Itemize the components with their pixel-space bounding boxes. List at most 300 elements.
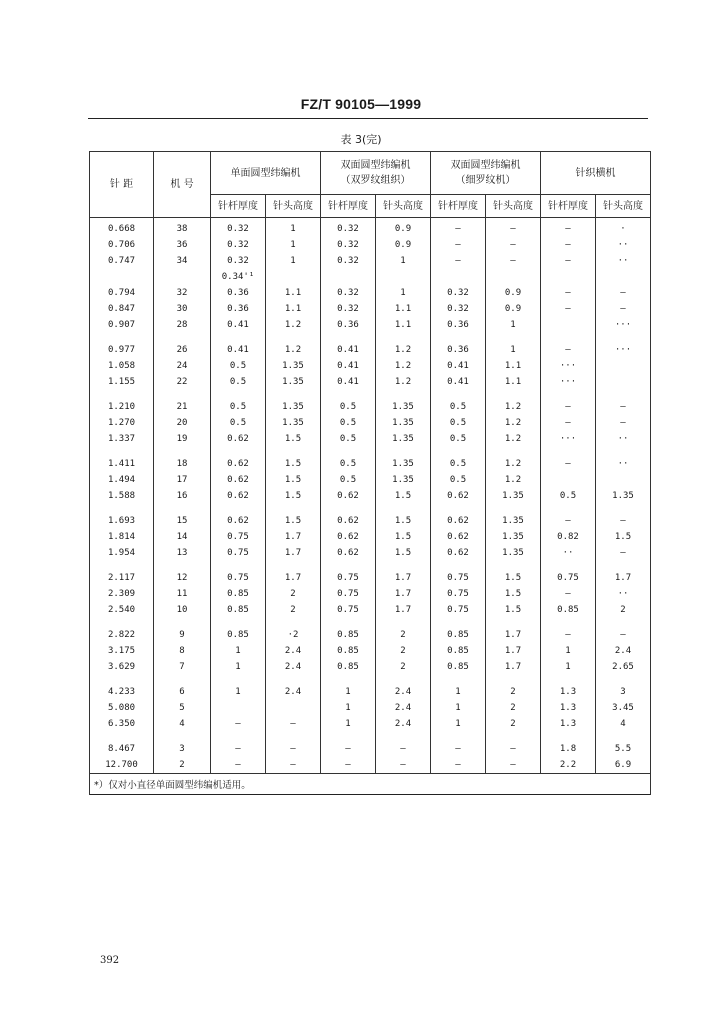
table-cell: 0.5: [321, 456, 376, 472]
table-cell: —: [596, 285, 651, 301]
table-cell: 0.62: [211, 456, 266, 472]
table-cell: 0.85: [431, 643, 486, 659]
table-cell: 1.5: [266, 456, 321, 472]
table-cell: 3: [154, 741, 211, 757]
table-cell: 1.7: [266, 570, 321, 586]
table-cell: —: [486, 218, 541, 238]
table-cell: 0.5: [211, 399, 266, 415]
gap-cell: [321, 732, 376, 741]
table-row: [90, 741, 651, 757]
table-cell: 0.85: [431, 627, 486, 643]
table-cell: 1.2: [376, 374, 431, 390]
table-cell: [266, 269, 321, 285]
table-cell: 0.706: [90, 237, 154, 253]
gap-cell: [266, 390, 321, 399]
table-cell: 30: [154, 301, 211, 317]
table-cell: 0.85: [211, 602, 266, 618]
table-cell: —: [376, 741, 431, 757]
table-cell: 10: [154, 602, 211, 618]
gap-cell: [376, 504, 431, 513]
table-cell: 0.32: [431, 285, 486, 301]
table-cell: 0.5: [211, 415, 266, 431]
table-cell: 38: [154, 218, 211, 238]
table-cell: 2.65: [596, 659, 651, 675]
table-cell: 0.85: [321, 627, 376, 643]
table-cell: [376, 269, 431, 285]
table-cell: 1.35: [376, 472, 431, 488]
table-cell: 2: [596, 602, 651, 618]
table-cell: 1.5: [596, 529, 651, 545]
table-cell: 0.32: [211, 218, 266, 238]
table-cell: 1.2: [486, 431, 541, 447]
table-cell: 21: [154, 399, 211, 415]
table-cell: 0.41: [321, 374, 376, 390]
table-cell: 0.5: [321, 472, 376, 488]
table-cell: 1: [376, 285, 431, 301]
table-cell: —: [431, 237, 486, 253]
table-cell: 1.35: [266, 374, 321, 390]
table-cell: 36: [154, 237, 211, 253]
table-cell: —: [541, 456, 596, 472]
gap-cell: [90, 390, 154, 399]
gap-cell: [486, 618, 541, 627]
gap-cell: [266, 333, 321, 342]
gap-cell: [211, 675, 266, 684]
header-rule: [88, 118, 648, 119]
gap-cell: [154, 732, 211, 741]
gap-cell: [321, 561, 376, 570]
table-cell: 0.62: [431, 545, 486, 561]
table-cell: 0.5: [431, 415, 486, 431]
table-cell: 0.36: [211, 285, 266, 301]
table-cell: 0.5: [431, 431, 486, 447]
table-row: [90, 399, 651, 415]
table-cell: 4: [596, 716, 651, 732]
table-cell: 0.75: [211, 529, 266, 545]
table-row: [90, 700, 651, 716]
table-cell: 8.467: [90, 741, 154, 757]
table-row: [90, 757, 651, 774]
table-cell: ···: [541, 431, 596, 447]
gap-cell: [431, 390, 486, 399]
table-cell: 0.62: [321, 529, 376, 545]
table-cell: 2.4: [266, 684, 321, 700]
table-cell: 2.822: [90, 627, 154, 643]
table-cell: —: [596, 399, 651, 415]
table-cell: —: [541, 253, 596, 269]
gap-cell: [266, 675, 321, 684]
table-cell: 1.494: [90, 472, 154, 488]
table-cell: 1: [321, 716, 376, 732]
table-cell: 1.7: [486, 659, 541, 675]
table-cell: 1.1: [486, 358, 541, 374]
gap-cell: [486, 333, 541, 342]
gap-cell: [321, 390, 376, 399]
table-row: [90, 545, 651, 561]
table-cell: 2: [266, 602, 321, 618]
table-cell: 5.080: [90, 700, 154, 716]
table-cell: 1.35: [266, 415, 321, 431]
table-cell: 12.700: [90, 757, 154, 774]
table-cell: 1.3: [541, 700, 596, 716]
table-cell: 1.3: [541, 684, 596, 700]
table-cell: 1.7: [266, 529, 321, 545]
table-cell: —: [376, 757, 431, 774]
gap-cell: [431, 561, 486, 570]
table-cell: 0.36: [431, 342, 486, 358]
table-cell: 1.7: [596, 570, 651, 586]
table-cell: 3: [596, 684, 651, 700]
table-cell: 1.2: [376, 358, 431, 374]
table-cell: —: [541, 285, 596, 301]
table-cell: ···: [541, 358, 596, 374]
table-cell: 0.32: [321, 285, 376, 301]
table-cell: [486, 269, 541, 285]
table-cell: 0.85: [431, 659, 486, 675]
table-cell: 0.75: [431, 602, 486, 618]
table-cell: 1.693: [90, 513, 154, 529]
table-cell: —: [431, 757, 486, 774]
gap-cell: [376, 675, 431, 684]
gap-cell: [211, 333, 266, 342]
table-cell: 2.540: [90, 602, 154, 618]
table-cell: 1.5: [266, 488, 321, 504]
table-cell: 16: [154, 488, 211, 504]
gap-cell: [541, 447, 596, 456]
table-cell: 1: [486, 317, 541, 333]
table-cell: 0.5: [431, 399, 486, 415]
table-cell: —: [541, 586, 596, 602]
table-cell: 1.5: [376, 513, 431, 529]
table-cell: 1.35: [596, 488, 651, 504]
table-cell: 1: [266, 253, 321, 269]
table-cell: 0.85: [211, 627, 266, 643]
table-cell: —: [321, 741, 376, 757]
table-cell: 0.41: [321, 342, 376, 358]
table-cell: 1.5: [376, 529, 431, 545]
table-cell: —: [266, 757, 321, 774]
table-cell: 1: [211, 643, 266, 659]
table-row: [90, 456, 651, 472]
table-cell: 0.36: [211, 301, 266, 317]
table-cell: —: [541, 218, 596, 238]
table-cell: 2.117: [90, 570, 154, 586]
table-cell: 0.82: [541, 529, 596, 545]
gap-cell: [596, 390, 651, 399]
table-cell: 1.7: [376, 586, 431, 602]
table-cell: 1: [541, 643, 596, 659]
table-cell: —: [596, 513, 651, 529]
table-cell: 0.62: [431, 513, 486, 529]
table-cell: 1.7: [486, 643, 541, 659]
gap-cell: [541, 618, 596, 627]
table-cell: 9: [154, 627, 211, 643]
table-cell: 1.7: [376, 570, 431, 586]
table-cell: 1.3: [541, 716, 596, 732]
table-cell: 0.62: [431, 488, 486, 504]
gap-cell: [154, 447, 211, 456]
gap-cell: [431, 504, 486, 513]
table-cell: 0.5: [541, 488, 596, 504]
table-cell: 1.1: [376, 301, 431, 317]
table-cell: 0.32: [321, 218, 376, 238]
header-shank-thickness: 针杆厚度: [431, 195, 486, 218]
table-cell: 1.8: [541, 741, 596, 757]
table-cell: 0.32: [321, 301, 376, 317]
table-cell: 0.62: [431, 529, 486, 545]
table-cell: 0.62: [321, 488, 376, 504]
table-cell: 0.32: [321, 237, 376, 253]
table-cell: 1.5: [266, 513, 321, 529]
table-cell: 6: [154, 684, 211, 700]
header-shank-thickness: 针杆厚度: [321, 195, 376, 218]
table-cell: —: [431, 253, 486, 269]
table-cell: 0.668: [90, 218, 154, 238]
table-row: [90, 570, 651, 586]
table-cell: 20: [154, 415, 211, 431]
gap-cell: [376, 333, 431, 342]
table-row: [90, 513, 651, 529]
table-cell: —: [266, 741, 321, 757]
table-cell: 26: [154, 342, 211, 358]
table-cell: —: [596, 415, 651, 431]
table-cell: 1.2: [486, 415, 541, 431]
gap-cell: [90, 447, 154, 456]
gap-cell: [321, 675, 376, 684]
table-cell: ···: [541, 374, 596, 390]
table-cell: 1.35: [486, 488, 541, 504]
gap-cell: [431, 447, 486, 456]
table-cell: 1.2: [486, 399, 541, 415]
row-group-gap: [90, 447, 651, 456]
table-cell: [431, 269, 486, 285]
header-hook-height: 针头高度: [596, 195, 651, 218]
table-cell: [90, 269, 154, 285]
table-cell: —: [486, 237, 541, 253]
table-cell: 2: [486, 716, 541, 732]
table-cell: 0.36: [321, 317, 376, 333]
table-row: [90, 659, 651, 675]
table-cell: [154, 269, 211, 285]
table-cell: 6.9: [596, 757, 651, 774]
table-cell: 28: [154, 317, 211, 333]
gap-cell: [486, 390, 541, 399]
table-cell: 1.7: [486, 627, 541, 643]
table-row: [90, 684, 651, 700]
gap-cell: [486, 504, 541, 513]
gap-cell: [596, 333, 651, 342]
table-row: [90, 285, 651, 301]
table-cell: 7: [154, 659, 211, 675]
table-cell: 0.85: [321, 659, 376, 675]
table-cell: 0.75: [431, 570, 486, 586]
table-cell: 0.9: [486, 285, 541, 301]
header-shank-thickness: 针杆厚度: [211, 195, 266, 218]
table-cell: 1: [211, 684, 266, 700]
table-cell: —: [541, 513, 596, 529]
table-cell: —: [211, 716, 266, 732]
table-cell: 1: [321, 684, 376, 700]
table-cell: ··: [596, 586, 651, 602]
gap-cell: [154, 618, 211, 627]
gap-cell: [596, 618, 651, 627]
table-cell: 1.35: [266, 399, 321, 415]
table-cell: ··: [596, 253, 651, 269]
table-row: [90, 342, 651, 358]
gap-cell: [321, 447, 376, 456]
table-cell: —: [321, 757, 376, 774]
table-cell: —: [541, 301, 596, 317]
table-cell: 34: [154, 253, 211, 269]
table-cell: ···: [596, 317, 651, 333]
table-row: [90, 643, 651, 659]
table-cell: 1.35: [376, 399, 431, 415]
table-cell: 22: [154, 374, 211, 390]
table-cell: 1.5: [486, 570, 541, 586]
table-cell: —: [486, 253, 541, 269]
table-cell: [596, 472, 651, 488]
table-cell: 2: [266, 586, 321, 602]
gap-cell: [486, 561, 541, 570]
header-hook-height: 针头高度: [486, 195, 541, 218]
table-cell: 13: [154, 545, 211, 561]
gap-cell: [266, 504, 321, 513]
table-cell: 1.7: [376, 602, 431, 618]
table-cell: 2.4: [376, 700, 431, 716]
header-shank-thickness: 针杆厚度: [541, 195, 596, 218]
table-cell: 0.75: [211, 545, 266, 561]
gap-cell: [211, 732, 266, 741]
table-cell: 17: [154, 472, 211, 488]
table-cell: 0.62: [211, 488, 266, 504]
gap-cell: [266, 561, 321, 570]
table-cell: ··: [541, 545, 596, 561]
gap-cell: [211, 618, 266, 627]
table-cell: 6.350: [90, 716, 154, 732]
table-cell: 0.32: [211, 253, 266, 269]
table-cell: 1.35: [486, 529, 541, 545]
table-cell: 0.75: [321, 586, 376, 602]
knitting-needle-spec-table: [89, 151, 651, 795]
table-cell: [321, 269, 376, 285]
table-cell: 3.629: [90, 659, 154, 675]
table-cell: 1.2: [486, 456, 541, 472]
table-cell: 2: [376, 643, 431, 659]
gap-cell: [541, 504, 596, 513]
table-cell: 0.977: [90, 342, 154, 358]
gap-cell: [211, 390, 266, 399]
table-cell: —: [211, 757, 266, 774]
table-row: [90, 415, 651, 431]
gap-cell: [211, 504, 266, 513]
table-cell: ··: [596, 237, 651, 253]
table-cell: —: [541, 415, 596, 431]
gap-cell: [376, 618, 431, 627]
gap-cell: [154, 333, 211, 342]
gap-cell: [321, 333, 376, 342]
table-row: [90, 716, 651, 732]
gap-cell: [266, 618, 321, 627]
table-cell: —: [541, 237, 596, 253]
gap-cell: [431, 333, 486, 342]
table-cell: 0.62: [211, 472, 266, 488]
header-gauge: 机 号: [154, 152, 211, 218]
table-cell: 2.4: [266, 659, 321, 675]
table-row: [90, 472, 651, 488]
table-cell: 1.35: [376, 415, 431, 431]
table-row: [90, 253, 651, 269]
table-cell: 0.9: [376, 218, 431, 238]
table-cell: ···: [596, 342, 651, 358]
table-cell: 0.5: [431, 472, 486, 488]
gap-cell: [154, 390, 211, 399]
table-cell: 0.62: [211, 513, 266, 529]
row-group-gap: [90, 675, 651, 684]
table-cell: 2.4: [376, 716, 431, 732]
table-cell: 0.5: [211, 374, 266, 390]
table-cell: 2: [376, 659, 431, 675]
gap-cell: [541, 675, 596, 684]
table-cell: 0.85: [211, 586, 266, 602]
table-cell: 2: [376, 627, 431, 643]
table-cell: 5.5: [596, 741, 651, 757]
table-cell: 1: [431, 700, 486, 716]
table-cell: 0.5: [431, 456, 486, 472]
table-cell: 1.5: [266, 431, 321, 447]
table-cell: 1.5: [376, 545, 431, 561]
table-row: [90, 317, 651, 333]
table-cell: 0.75: [431, 586, 486, 602]
row-group-gap: [90, 561, 651, 570]
table-cell: 1: [431, 684, 486, 700]
table-row: [90, 431, 651, 447]
table-cell: 0.41: [321, 358, 376, 374]
gap-cell: [376, 447, 431, 456]
gap-cell: [154, 504, 211, 513]
gap-cell: [376, 390, 431, 399]
table-cell: 1.5: [486, 602, 541, 618]
table-cell: —: [211, 741, 266, 757]
table-cell: 2.309: [90, 586, 154, 602]
gap-cell: [90, 675, 154, 684]
gap-cell: [266, 447, 321, 456]
table-cell: 24: [154, 358, 211, 374]
table-cell: 0.5: [321, 399, 376, 415]
table-row: [90, 301, 651, 317]
table-cell: 2: [154, 757, 211, 774]
table-cell: 0.9: [376, 237, 431, 253]
gap-cell: [596, 561, 651, 570]
table-cell: 0.5: [321, 415, 376, 431]
gap-cell: [90, 333, 154, 342]
gap-cell: [431, 732, 486, 741]
table-cell: [266, 700, 321, 716]
table-cell: 0.747: [90, 253, 154, 269]
table-cell: 0.62: [321, 545, 376, 561]
gap-cell: [154, 675, 211, 684]
page-number: 392: [100, 955, 120, 966]
table-cell: —: [266, 716, 321, 732]
header-hook-height: 针头高度: [376, 195, 431, 218]
gap-cell: [596, 675, 651, 684]
gap-cell: [596, 447, 651, 456]
table-cell: —: [541, 342, 596, 358]
gap-cell: [90, 732, 154, 741]
table-cell: 1: [486, 342, 541, 358]
table-cell: 1.1: [486, 374, 541, 390]
table-row: [90, 627, 651, 643]
table-cell: [596, 358, 651, 374]
